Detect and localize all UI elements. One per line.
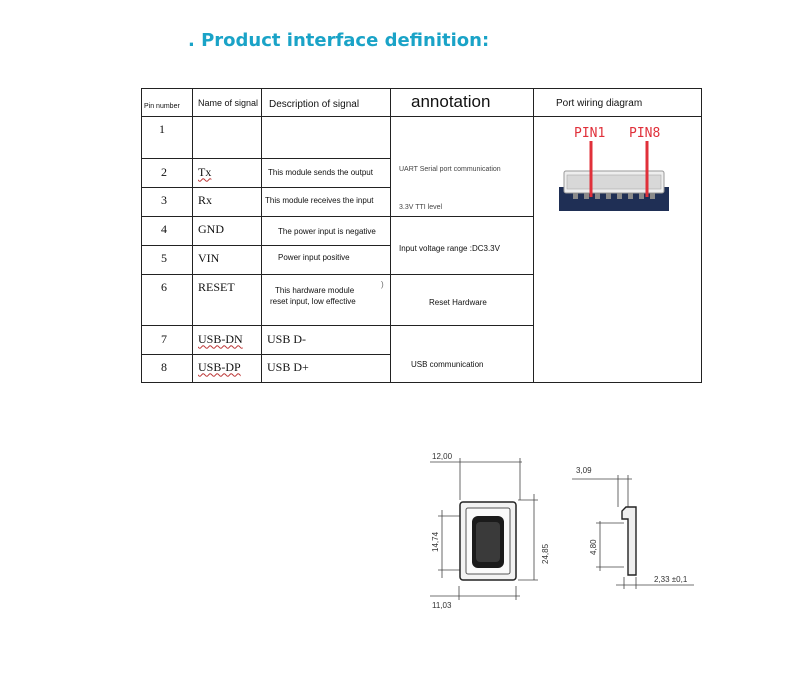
annotation-usb-communication: USB communication xyxy=(411,359,484,369)
dim-height-right: 24,85 xyxy=(541,543,550,564)
signal-name-usb-dn: USB-DN xyxy=(198,331,243,346)
pin-number-1: 1 xyxy=(159,121,165,136)
pin-number-3: 3 xyxy=(161,192,167,207)
pin-number-5: 5 xyxy=(161,250,167,265)
dim-side-top: 3,09 xyxy=(576,466,592,475)
pin8-label: PIN8 xyxy=(629,126,661,141)
pin-number-2: 2 xyxy=(161,164,167,179)
annotation-uart: UART Serial port communication xyxy=(399,165,501,173)
pin-number-7: 7 xyxy=(161,331,167,346)
connector-wiring-image xyxy=(537,119,699,219)
interface-table xyxy=(141,88,702,383)
pin1-label: PIN1 xyxy=(574,126,606,141)
description-gnd: The power input is negative xyxy=(278,226,376,236)
signal-name-rx: Rx xyxy=(198,192,213,207)
description-reset-line2: reset input, low effective xyxy=(270,296,356,306)
header-signal-description: Description of signal xyxy=(269,98,360,110)
signal-name-vin: VIN xyxy=(198,250,220,265)
connector-illustration xyxy=(537,119,699,219)
header-port-wiring-diagram: Port wiring diagram xyxy=(556,97,643,109)
dim-width-top: 12,00 xyxy=(432,452,453,461)
side-profile xyxy=(622,507,636,575)
header-annotation: annotation xyxy=(411,92,491,111)
annotation-reset-hardware: Reset Hardware xyxy=(429,297,487,307)
description-tx: This module sends the output xyxy=(268,167,373,177)
front-view-drawing xyxy=(410,448,560,618)
pin-number-6: 6 xyxy=(161,279,167,294)
description-reset-line1: This hardware module xyxy=(275,285,355,295)
dim-width-bottom: 11,03 xyxy=(432,601,452,610)
signal-name-tx: Tx xyxy=(198,164,212,179)
description-reset-mark: ) xyxy=(381,279,384,289)
description-vin: Power input positive xyxy=(278,252,350,262)
annotation-voltage-range: Input voltage range :DC3.3V xyxy=(399,243,500,253)
dim-side-thickness: 2,33 ±0,1 xyxy=(654,575,688,584)
page-title: . Product interface definition: xyxy=(188,30,490,51)
annotation-ttl-level: 3.3V TTI level xyxy=(399,203,443,211)
signal-name-usb-dp: USB-DP xyxy=(198,359,241,374)
dim-side-left: 4,80 xyxy=(589,539,598,555)
pin-number-8: 8 xyxy=(161,359,167,374)
header-signal-name: Name of signal xyxy=(198,98,259,108)
dim-height-left: 14,74 xyxy=(431,531,440,552)
description-rx: This module receives the input xyxy=(265,195,374,205)
header-pin-number: Pin number xyxy=(144,102,180,110)
signal-name-reset: RESET xyxy=(198,279,235,294)
pin-number-4: 4 xyxy=(161,221,167,236)
description-usb-dp: USB D+ xyxy=(267,359,309,374)
signal-name-gnd: GND xyxy=(198,221,224,236)
description-usb-dn: USB D- xyxy=(267,331,307,346)
side-view-drawing xyxy=(570,455,710,605)
